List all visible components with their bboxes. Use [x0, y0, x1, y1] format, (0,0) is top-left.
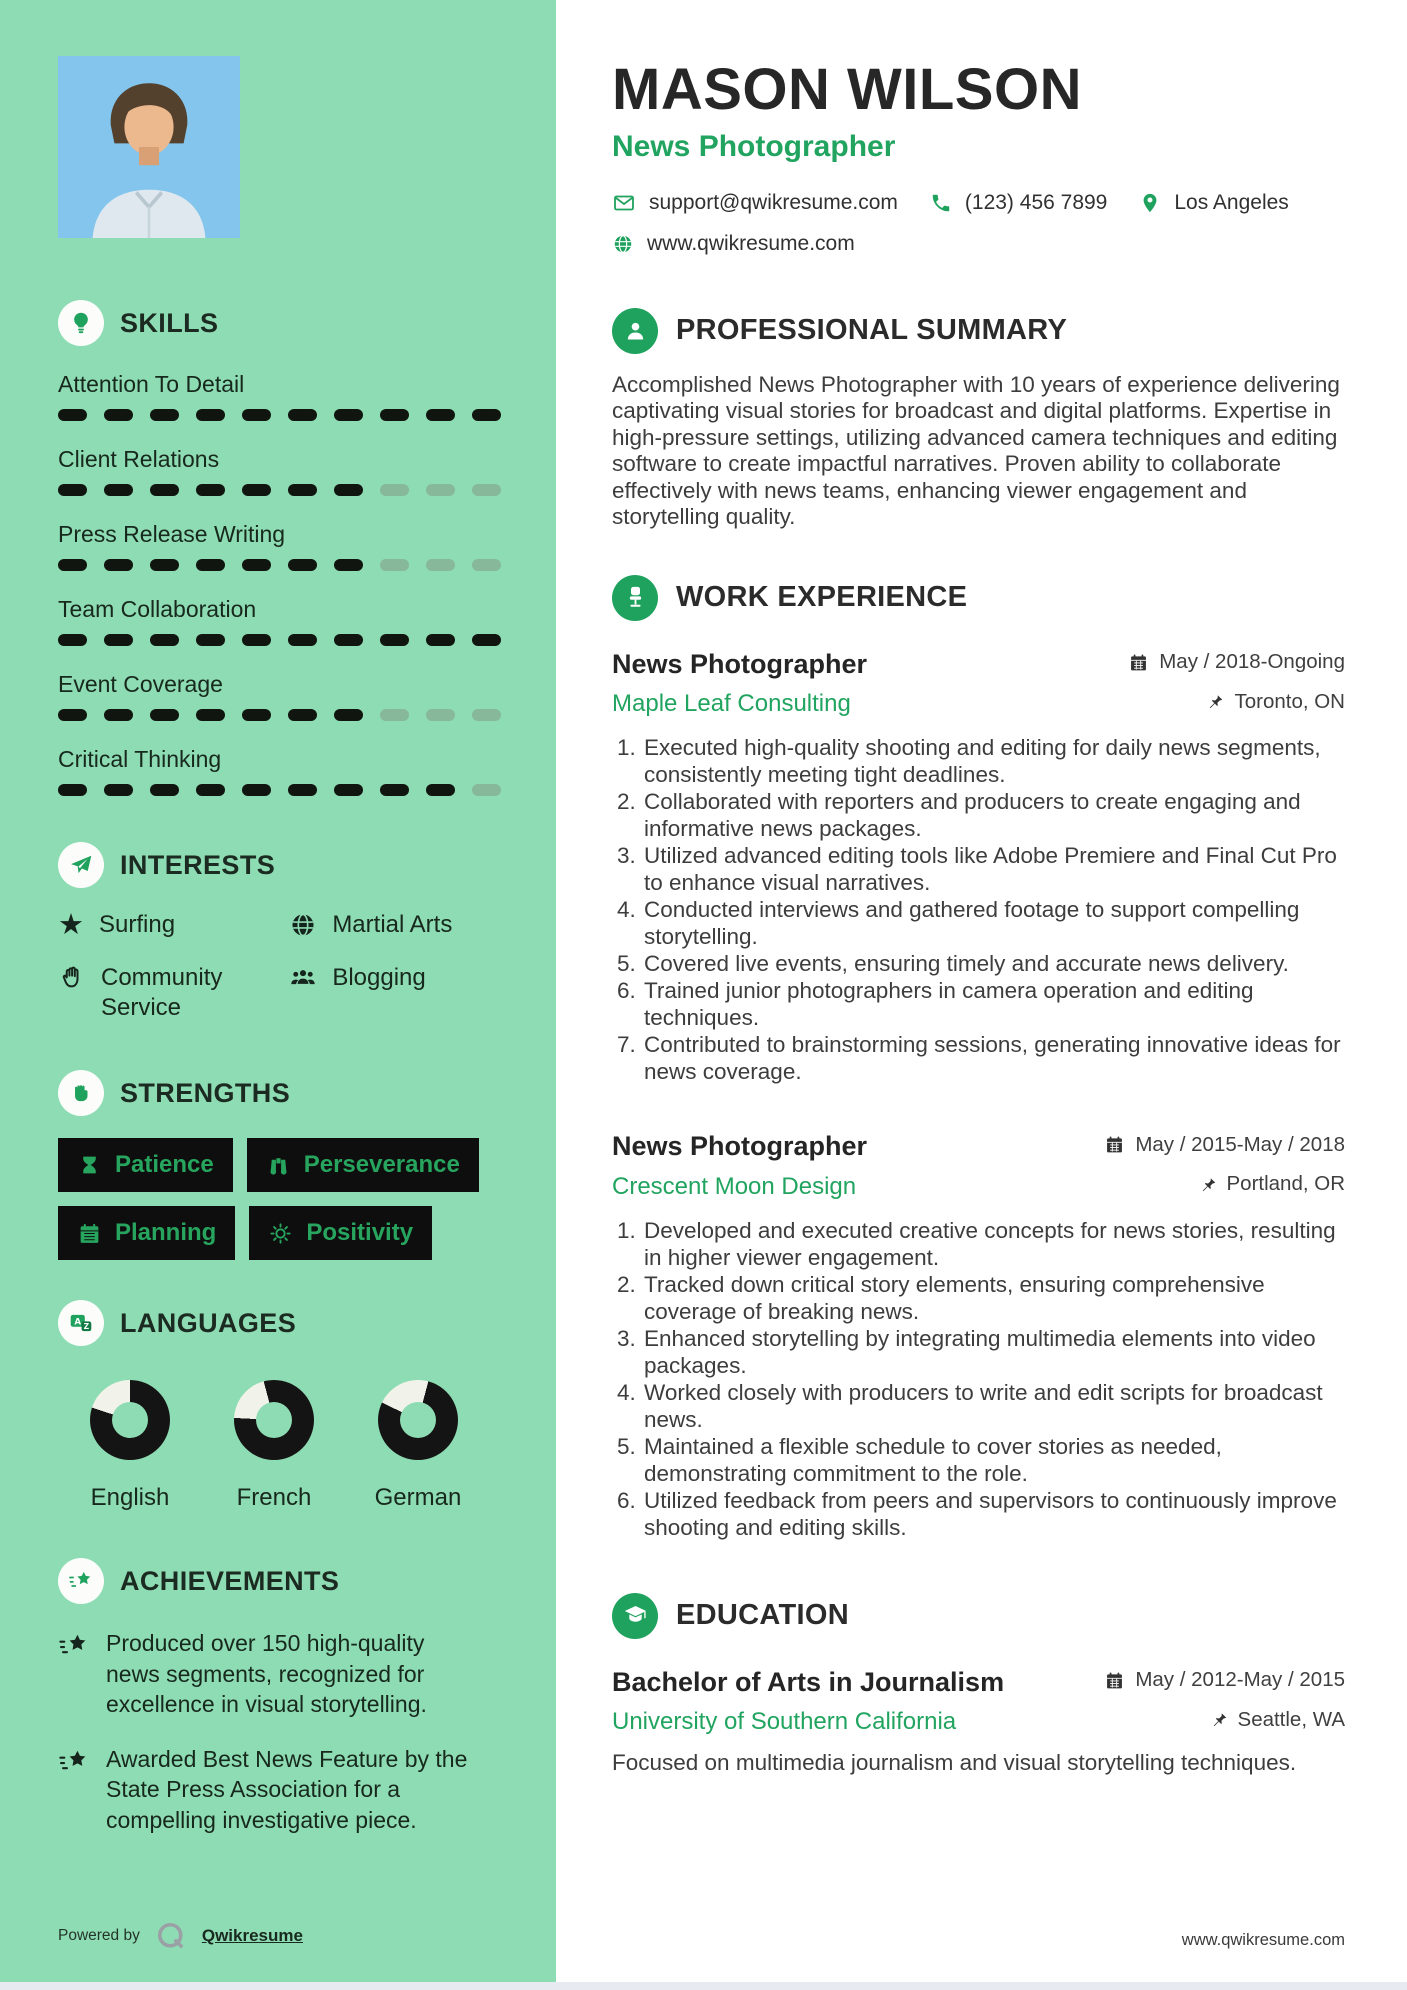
skill-item — [58, 371, 502, 421]
calendar-icon — [77, 1221, 102, 1246]
users-icon — [289, 964, 317, 992]
sidebar — [0, 0, 556, 1990]
sun-icon — [268, 1221, 293, 1246]
skill-level-dash — [242, 559, 271, 571]
interest-label: Surfing — [99, 911, 176, 938]
skills-title: SKILLS — [120, 307, 219, 338]
interests-title: INTERESTS — [120, 849, 276, 880]
education-title: EDUCATION — [676, 1599, 849, 1632]
interests-list — [58, 910, 502, 1024]
strength-label: Patience — [115, 1151, 214, 1179]
skill-level-dash — [288, 634, 317, 646]
contact-row — [612, 191, 1345, 215]
pushpin-icon — [1198, 1175, 1217, 1194]
skill-level-dash — [104, 484, 133, 496]
skill-level-dash — [288, 484, 317, 496]
strength-label: Perseverance — [303, 1151, 460, 1179]
lightbulb-icon — [58, 300, 104, 346]
job-bullet: 4. Worked closely with producers to write and edit scripts for broadcast news. — [642, 1379, 1345, 1433]
qwikresume-brand-link[interactable]: Qwikresume — [201, 1926, 303, 1945]
skill-item — [58, 596, 502, 646]
achievements-title: ACHIEVEMENTS — [120, 1565, 340, 1596]
skill-level-bar — [58, 634, 502, 646]
location-value: Los Angeles — [1174, 190, 1289, 214]
achievements-section — [58, 1558, 502, 1835]
star-icon: ★ — [58, 909, 84, 941]
skill-level-dash — [334, 409, 363, 421]
contact-website — [612, 232, 855, 256]
skill-level-dash — [58, 484, 87, 496]
skill-level-dash — [150, 409, 179, 421]
email-value: support@qwikresume.com — [649, 190, 898, 214]
candidate-job-title: News Photographer — [612, 129, 896, 163]
skills-header — [58, 300, 502, 346]
education-dates — [1104, 1668, 1345, 1692]
language-item — [202, 1380, 346, 1512]
globe-icon — [612, 233, 634, 255]
skill-level-dash — [58, 709, 87, 721]
skill-name: Client Relations — [58, 446, 220, 472]
shooting-star-icon — [58, 1558, 104, 1604]
job-company-row — [612, 1172, 1345, 1201]
job-company: Maple Leaf Consulting — [612, 690, 851, 718]
job-bullet: 5. Maintained a flexible schedule to cover stories as needed, demonstrating commitment to the role. — [642, 1433, 1345, 1487]
skill-level-dash — [472, 484, 501, 496]
skill-level-dash — [150, 634, 179, 646]
skill-item — [58, 671, 502, 721]
achievement-item — [58, 1744, 502, 1836]
skill-level-dash — [242, 784, 271, 796]
language-label: French — [236, 1484, 312, 1512]
interest-label: Blogging — [332, 963, 426, 991]
language-label: German — [374, 1484, 462, 1512]
svg-text:Z: Z — [83, 1322, 90, 1332]
translate-icon — [58, 1300, 104, 1346]
skill-level-dash — [334, 784, 363, 796]
job-entry — [612, 1131, 1345, 1541]
powered-by-label: Powered by — [58, 1927, 140, 1944]
skill-level-dash — [426, 634, 455, 646]
language-donut-chart — [90, 1380, 170, 1460]
achievement-item — [58, 1628, 502, 1720]
skill-level-dash — [472, 709, 501, 721]
job-bullet: 3. Enhanced storytelling by integrating multimedia elements into video packages. — [642, 1325, 1345, 1379]
footer-website-link[interactable]: www.qwikresume.com — [1181, 1931, 1345, 1949]
achievements-header — [58, 1558, 502, 1604]
job-bullet: 1. Executed high-quality shooting and editing for daily news segments, consistently meeting tight deadlines. — [642, 734, 1345, 788]
skill-name: Attention To Detail — [58, 371, 245, 397]
contact-phone — [930, 191, 1107, 215]
pushpin-icon — [1209, 1710, 1228, 1729]
footer-branding — [58, 1918, 303, 1954]
skill-level-dash — [242, 409, 271, 421]
skill-level-dash — [242, 484, 271, 496]
skill-level-dash — [242, 634, 271, 646]
skill-level-bar — [58, 409, 502, 421]
envelope-icon — [612, 191, 636, 215]
languages-section — [58, 1300, 502, 1512]
skill-level-dash — [58, 784, 87, 796]
job-title-row — [612, 1131, 1345, 1162]
qwikresume-logo-icon — [153, 1918, 189, 1954]
main-content — [556, 0, 1407, 1990]
skill-level-dash — [150, 484, 179, 496]
job-location — [1205, 690, 1345, 714]
skill-level-dash — [380, 634, 409, 646]
skill-level-dash — [426, 484, 455, 496]
skill-level-dash — [288, 709, 317, 721]
calendar-icon — [1104, 1670, 1125, 1691]
skill-item — [58, 746, 502, 796]
phone-value: (123) 456 7899 — [964, 190, 1108, 214]
experience-title: WORK EXPERIENCE — [676, 581, 968, 614]
interests-section — [58, 842, 502, 1024]
job-location-value: Portland, OR — [1226, 1172, 1345, 1196]
education-location-value: Seattle, WA — [1237, 1707, 1345, 1731]
education-note: Focused on multimedia journalism and visual storytelling techniques. — [612, 1750, 1297, 1776]
interest-label: Community Service — [101, 963, 223, 1022]
skill-level-dash — [196, 634, 225, 646]
interest-item — [58, 963, 281, 1024]
skill-name: Critical Thinking — [58, 746, 222, 772]
skill-item — [58, 521, 502, 571]
job-dates-value: May / 2018-Ongoing — [1159, 650, 1345, 674]
job-role: News Photographer — [612, 1131, 868, 1162]
job-title-row — [612, 649, 1345, 680]
skills-section — [58, 300, 502, 796]
job-bullet: 1. Developed and executed creative concepts for news stories, resulting in higher viewer engagement. — [642, 1217, 1345, 1271]
skill-level-dash — [426, 409, 455, 421]
job-bullet-list — [612, 1217, 1345, 1541]
skill-level-dash — [288, 409, 317, 421]
calendar-icon — [1104, 1134, 1125, 1155]
contact-row — [612, 232, 1345, 256]
skill-level-dash — [472, 634, 501, 646]
skill-level-bar — [58, 484, 502, 496]
languages-list — [58, 1380, 502, 1512]
skill-level-dash — [380, 709, 409, 721]
skill-level-dash — [426, 559, 455, 571]
interest-item — [289, 910, 502, 941]
skill-level-dash — [104, 784, 133, 796]
skill-level-dash — [104, 634, 133, 646]
skills-list — [58, 371, 502, 796]
phone-icon — [930, 192, 952, 214]
skill-level-dash — [288, 559, 317, 571]
education-school: University of Southern California — [612, 1708, 957, 1736]
strengths-list — [58, 1138, 502, 1260]
skill-level-bar — [58, 784, 502, 796]
skill-level-dash — [104, 409, 133, 421]
strength-label: Positivity — [306, 1219, 414, 1247]
strength-badge — [247, 1138, 479, 1192]
job-dates-value: May / 2015-May / 2018 — [1135, 1132, 1345, 1156]
achievement-text: Awarded Best News Feature by the State Press Association for a compelling investigative piece. — [106, 1745, 468, 1834]
skill-level-dash — [426, 709, 455, 721]
skill-level-dash — [334, 559, 363, 571]
job-bullet: 5. Covered live events, ensuring timely and accurate news delivery. — [642, 950, 1345, 977]
strength-badge — [58, 1206, 235, 1260]
language-donut-chart — [378, 1380, 458, 1460]
skill-level-dash — [472, 409, 501, 421]
skill-level-dash — [196, 559, 225, 571]
skill-level-dash — [196, 484, 225, 496]
job-bullet: 2. Collaborated with reporters and producers to create engaging and informative news packages. — [642, 788, 1345, 842]
job-bullet: 2. Tracked down critical story elements, ensuring comprehensive coverage of breaking news. — [642, 1271, 1345, 1325]
job-bullet: 4. Conducted interviews and gathered footage to support compelling storytelling. — [642, 896, 1345, 950]
skill-level-dash — [150, 709, 179, 721]
profile-photo — [58, 56, 240, 238]
education-degree-row — [612, 1667, 1345, 1698]
job-bullet-list — [612, 734, 1345, 1085]
office-chair-icon — [612, 575, 658, 621]
pushpin-icon — [1205, 692, 1224, 711]
education-header — [612, 1593, 1345, 1639]
experience-header — [612, 575, 1345, 621]
job-bullet: 3. Utilized advanced editing tools like Adobe Premiere and Final Cut Pro to enhance visual narratives. — [642, 842, 1345, 896]
paper-plane-icon — [58, 842, 104, 888]
language-donut-chart — [234, 1380, 314, 1460]
skill-level-dash — [426, 784, 455, 796]
location-pin-icon — [1139, 192, 1161, 214]
language-item — [58, 1380, 202, 1512]
strength-label: Planning — [115, 1219, 217, 1247]
summary-title: PROFESSIONAL SUMMARY — [676, 314, 1068, 347]
experience-section — [612, 575, 1345, 1541]
skill-level-bar — [58, 559, 502, 571]
education-location — [1209, 1708, 1345, 1732]
globe-icon — [289, 911, 317, 939]
skill-name: Team Collaboration — [58, 596, 257, 622]
skill-item — [58, 446, 502, 496]
education-degree: Bachelor of Arts in Journalism — [612, 1666, 1005, 1697]
skill-level-dash — [58, 634, 87, 646]
skill-level-dash — [380, 484, 409, 496]
job-bullet: 6. Trained junior photographers in camera operation and editing techniques. — [642, 977, 1345, 1031]
job-bullet: 6. Utilized feedback from peers and supervisors to continuously improve shooting and editing skills. — [642, 1487, 1345, 1541]
graduation-cap-icon — [612, 1593, 658, 1639]
strengths-section — [58, 1070, 502, 1260]
skill-level-dash — [380, 784, 409, 796]
strength-badge — [249, 1206, 432, 1260]
job-location-value: Toronto, ON — [1234, 689, 1345, 713]
calendar-icon — [1128, 652, 1149, 673]
fist-icon — [58, 1070, 104, 1116]
language-item — [346, 1380, 490, 1512]
contact-location — [1139, 191, 1288, 215]
strength-badge — [58, 1138, 233, 1192]
skill-level-dash — [334, 484, 363, 496]
languages-header — [58, 1300, 502, 1346]
job-bullet: 7. Contributed to brainstorming sessions, generating innovative ideas for news coverage. — [642, 1031, 1345, 1085]
skill-level-dash — [58, 409, 87, 421]
education-section — [612, 1593, 1345, 1777]
summary-header — [612, 308, 1345, 354]
user-icon — [612, 308, 658, 354]
achievement-text: Produced over 150 high-quality news segments, recognized for excellence in visual storytelling. — [106, 1630, 427, 1718]
skill-level-dash — [380, 409, 409, 421]
hand-icon — [58, 964, 86, 992]
svg-text:A: A — [74, 1317, 82, 1328]
skill-level-dash — [288, 784, 317, 796]
skill-level-dash — [334, 709, 363, 721]
strengths-header — [58, 1070, 502, 1116]
education-entry — [612, 1667, 1345, 1777]
achievements-list — [58, 1628, 502, 1835]
skill-level-dash — [472, 784, 501, 796]
skill-level-dash — [334, 634, 363, 646]
contact-email — [612, 191, 898, 215]
interest-item — [289, 963, 502, 1024]
binoculars-icon — [266, 1153, 291, 1178]
skill-name: Press Release Writing — [58, 521, 286, 547]
job-company-row — [612, 690, 1345, 719]
job-dates — [1104, 1133, 1345, 1157]
interest-item — [58, 910, 281, 941]
skill-level-dash — [472, 559, 501, 571]
languages-title: LANGUAGES — [120, 1307, 297, 1338]
skill-level-dash — [150, 559, 179, 571]
education-dates-value: May / 2012-May / 2015 — [1135, 1668, 1345, 1692]
skill-level-dash — [150, 784, 179, 796]
job-entry — [612, 649, 1345, 1086]
skill-level-dash — [58, 559, 87, 571]
skill-level-bar — [58, 709, 502, 721]
education-school-row — [612, 1708, 1345, 1737]
skill-level-dash — [242, 709, 271, 721]
language-label: English — [90, 1484, 170, 1512]
skill-level-dash — [104, 559, 133, 571]
summary-text: Accomplished News Photographer with 10 years of experience delivering captivating visual stories for broadcast and digital platforms. Expertise in high-pressure settings, utilizing advanced camera techniques and editing software to create impactful narratives. Proven ability to collaborate effectively with news teams, enhancing viewer engagement and storytelling quality. — [612, 371, 1340, 530]
shooting-star-icon — [58, 1746, 90, 1778]
hourglass-icon — [77, 1153, 102, 1178]
job-role: News Photographer — [612, 648, 868, 679]
skill-name: Event Coverage — [58, 671, 223, 697]
shooting-star-icon — [58, 1630, 90, 1662]
summary-section — [612, 308, 1345, 531]
skill-level-dash — [196, 784, 225, 796]
job-location — [1198, 1172, 1346, 1196]
bottom-strip — [0, 1982, 1407, 1990]
skill-level-dash — [196, 709, 225, 721]
skill-level-dash — [104, 709, 133, 721]
job-dates — [1128, 650, 1345, 674]
skill-level-dash — [196, 409, 225, 421]
candidate-name: MASON WILSON — [612, 57, 1082, 122]
strengths-title: STRENGTHS — [120, 1077, 291, 1108]
job-company: Crescent Moon Design — [612, 1172, 857, 1200]
interest-label: Martial Arts — [332, 911, 453, 938]
interests-header — [58, 842, 502, 888]
website-value: www.qwikresume.com — [647, 231, 855, 255]
profile-photo-illustration — [58, 56, 240, 238]
skill-level-dash — [380, 559, 409, 571]
